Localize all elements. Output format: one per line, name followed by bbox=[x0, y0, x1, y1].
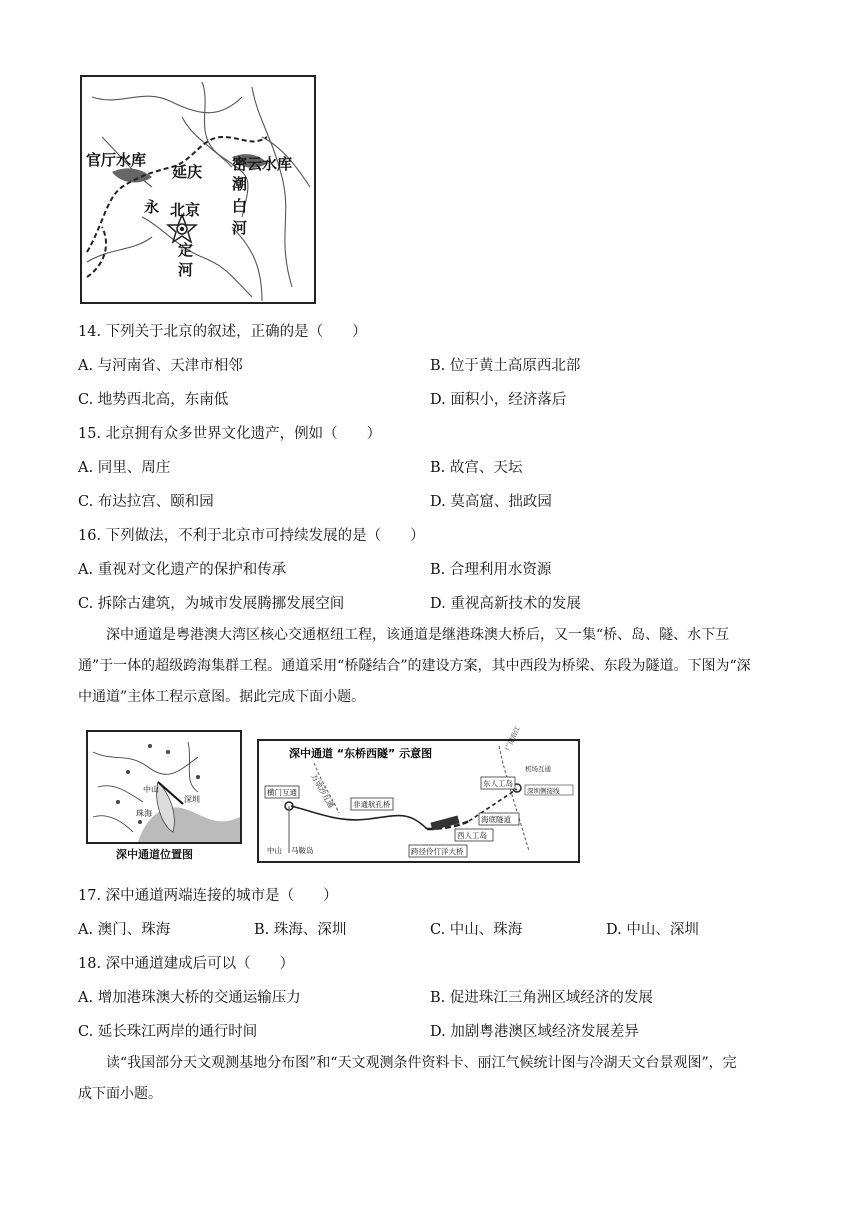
schematic-diagram bbox=[257, 724, 580, 863]
q15-stem: 15. 北京拥有众多世界文化遗产，例如（ ） bbox=[78, 426, 382, 442]
q14-stem: 14. 下列关于北京的叙述，正确的是（ ） bbox=[78, 324, 367, 340]
q18-option-d[interactable]: D. 加剧粤港澳区域经济发展差异 bbox=[430, 1024, 639, 1040]
label-zhuhai-small: 珠海 bbox=[136, 809, 152, 818]
label-jichang: 机场互通 bbox=[525, 765, 551, 773]
q18-stem: 18. 深中通道建成后可以（ ） bbox=[78, 956, 295, 972]
location-map bbox=[86, 730, 242, 862]
q16-option-c[interactable]: C. 拆除古建筑，为城市发展腾挪发展空间 bbox=[78, 596, 345, 612]
q18-option-c[interactable]: C. 延长珠江两岸的通行时间 bbox=[78, 1024, 258, 1040]
intro1-line-3: 中通道”主体工程示意图。据此完成下面小题。 bbox=[78, 689, 366, 705]
q16-option-d[interactable]: D. 重视高新技术的发展 bbox=[430, 596, 581, 612]
label-tunnel: 海底隧道 bbox=[481, 815, 511, 824]
label-ding: 定 bbox=[178, 241, 194, 259]
label-beijing: 北京 bbox=[170, 201, 201, 219]
label-gangtong: 广深沿江 bbox=[503, 724, 522, 752]
q14-option-c[interactable]: C. 地势西北高，东南低 bbox=[78, 392, 229, 408]
q15-option-c[interactable]: C. 布达拉宫、颐和园 bbox=[78, 494, 214, 510]
intro-paragraph-2 bbox=[78, 1048, 784, 1110]
label-yong: 永 bbox=[144, 198, 160, 216]
q17-stem: 17. 深中通道两端连接的城市是（ ） bbox=[78, 888, 338, 904]
intro1-line-1: 深中通道是粤港澳大湾区核心交通枢纽工程，该通道是继港珠澳大桥后，又一集“桥、岛、隧、水下互 bbox=[106, 627, 730, 643]
q14-option-d[interactable]: D. 面积小，经济落后 bbox=[430, 392, 567, 408]
label-zhongshan: 中山 bbox=[267, 846, 282, 855]
location-map-caption: 深中通道位置图 bbox=[116, 848, 193, 861]
q16-option-b[interactable]: B. 合理利用水资源 bbox=[430, 562, 552, 578]
q15-option-b[interactable]: B. 故宫、天坛 bbox=[430, 460, 523, 476]
label-zhongshan-small: 中山 bbox=[143, 785, 159, 794]
schematic-drawing bbox=[259, 724, 578, 861]
label-miyun: 密云水库 bbox=[232, 155, 293, 173]
label-east-island: 东人工岛 bbox=[483, 779, 513, 788]
label-chao: 潮 bbox=[232, 175, 248, 193]
label-shenzhen-small: 深圳 bbox=[184, 795, 200, 804]
label-he2: 河 bbox=[178, 261, 194, 279]
q17-option-c[interactable]: C. 中山、珠海 bbox=[430, 922, 523, 938]
beijing-map bbox=[80, 75, 316, 304]
q17-option-a[interactable]: A. 澳门、珠海 bbox=[78, 922, 171, 938]
beijing-map-drawing bbox=[82, 77, 314, 302]
intro2-line-2: 成下面小题。 bbox=[78, 1086, 162, 1102]
label-he1: 河 bbox=[232, 219, 248, 237]
label-west-island: 西人工岛 bbox=[457, 831, 487, 840]
q18-option-b[interactable]: B. 促进珠江三角洲区域经济的发展 bbox=[430, 990, 653, 1006]
label-shenzhen-side: 深圳侧接线 bbox=[527, 787, 560, 795]
intro2-line-1: 读“我国部分天文观测基地分布图”和“天文观测条件资料卡、丽江气候统计图与冷湖天文台景观图”，完 bbox=[106, 1055, 737, 1071]
label-bai: 白 bbox=[232, 197, 248, 215]
label-madao: 马鞍岛 bbox=[291, 846, 314, 855]
label-henggang: 横门互通 bbox=[267, 788, 297, 797]
q15-option-d[interactable]: D. 莫高窟、拙政园 bbox=[430, 494, 552, 510]
q17-option-b[interactable]: B. 珠海、深圳 bbox=[254, 922, 347, 938]
q14-option-a[interactable]: A. 与河南省、天津市相邻 bbox=[78, 358, 243, 374]
q15-option-a[interactable]: A. 同里、周庄 bbox=[78, 460, 171, 476]
location-map-drawing bbox=[88, 732, 240, 842]
label-wanqingsha: 万顷沙互通 bbox=[309, 772, 336, 810]
label-guanting: 官厅水库 bbox=[86, 151, 147, 169]
label-kuaidi: 跨径伶仃洋大桥 bbox=[411, 847, 464, 856]
q16-stem: 16. 下列做法，不利于北京市可持续发展的是（ ） bbox=[78, 528, 425, 544]
q17-option-d[interactable]: D. 中山、深圳 bbox=[606, 922, 699, 938]
intro-paragraph-1 bbox=[78, 620, 784, 713]
label-feiyang: 非通航孔桥 bbox=[353, 800, 391, 809]
q14-option-b[interactable]: B. 位于黄土高原西北部 bbox=[430, 358, 581, 374]
schematic-title: 深中通道 “东桥西隧” 示意图 bbox=[289, 747, 433, 760]
q18-option-a[interactable]: A. 增加港珠澳大桥的交通运输压力 bbox=[78, 990, 301, 1006]
q16-option-a[interactable]: A. 重视对文化遗产的保护和传承 bbox=[78, 562, 287, 578]
label-yanqing: 延庆 bbox=[172, 163, 203, 181]
intro1-line-2: 通”于一体的超级跨海集群工程。通道采用“桥隧结合”的建设方案，其中西段为桥梁、东段为隧道。下图为“深 bbox=[78, 658, 751, 674]
